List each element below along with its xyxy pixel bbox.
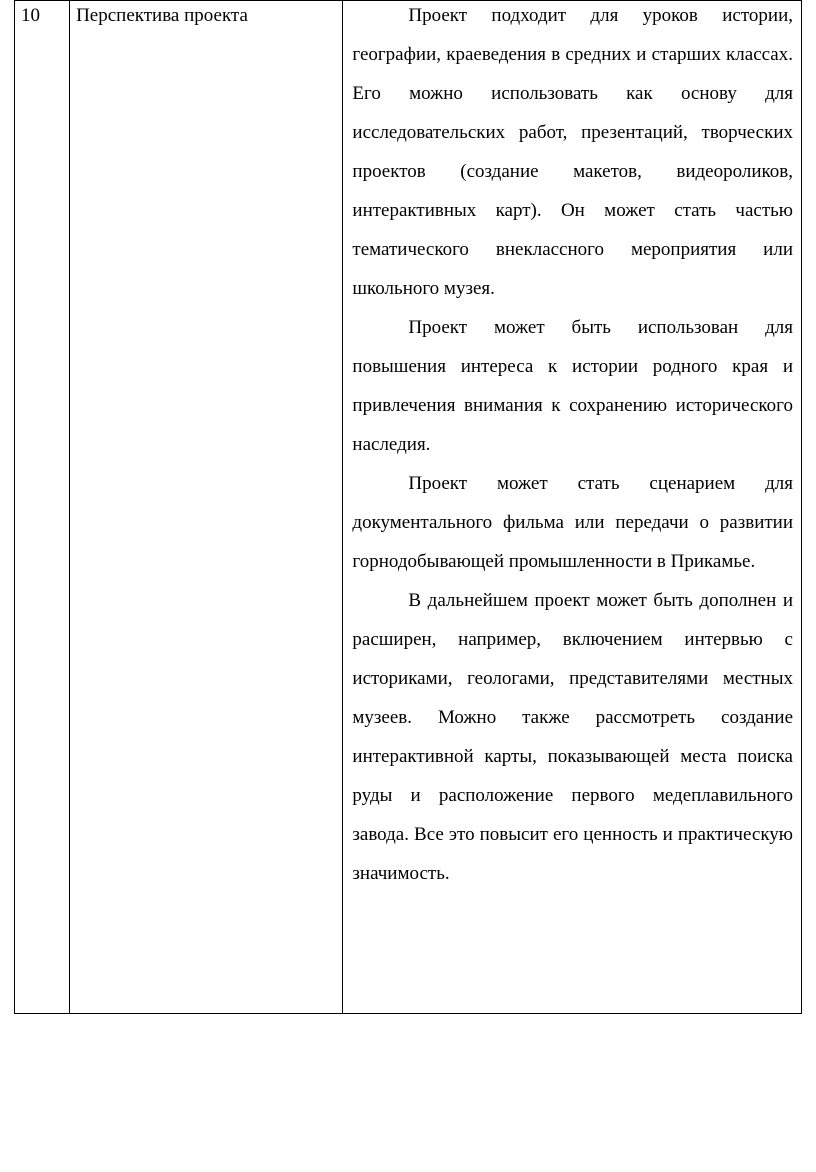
row-label-cell: [70, 1, 343, 1014]
row-number-cell: [15, 1, 70, 1014]
table-row: [15, 1, 802, 1014]
row-number: 10: [21, 5, 40, 26]
paragraph-heritage: Проект может быть использован для повышения интереса к истории родного края и привлечения внимания к сохранению исторического наследия.: [352, 317, 793, 455]
project-table: [14, 0, 802, 1014]
paragraph-future: В дальнейшем проект может быть дополнен и расширен, например, включением интервью с историками, геологами, представителями местных музеев. Можно также рассмотреть создание интерактивной карты, показывающей места поиска руды и расположение первого медеплавильного завода. Все это повысит его ценность и практическую значимость.: [352, 590, 793, 884]
paragraph-usage: Проект подходит для уроков истории, географии, краеведения в средних и старших классах. Его можно использовать как основу для исследовательских работ, презентаций, творческих проектов (создание макетов, видеороликов, интерактивных карт). Он может стать частью тематического внеклассного мероприятия или школьного музея.: [352, 5, 793, 299]
row-content-cell: [343, 1, 802, 1014]
paragraph-documentary: Проект может стать сценарием для документального фильма или передачи о развитии горнодобывающей промышленности в Прикамье.: [352, 473, 793, 572]
row-label: Перспектива проекта: [76, 5, 248, 26]
